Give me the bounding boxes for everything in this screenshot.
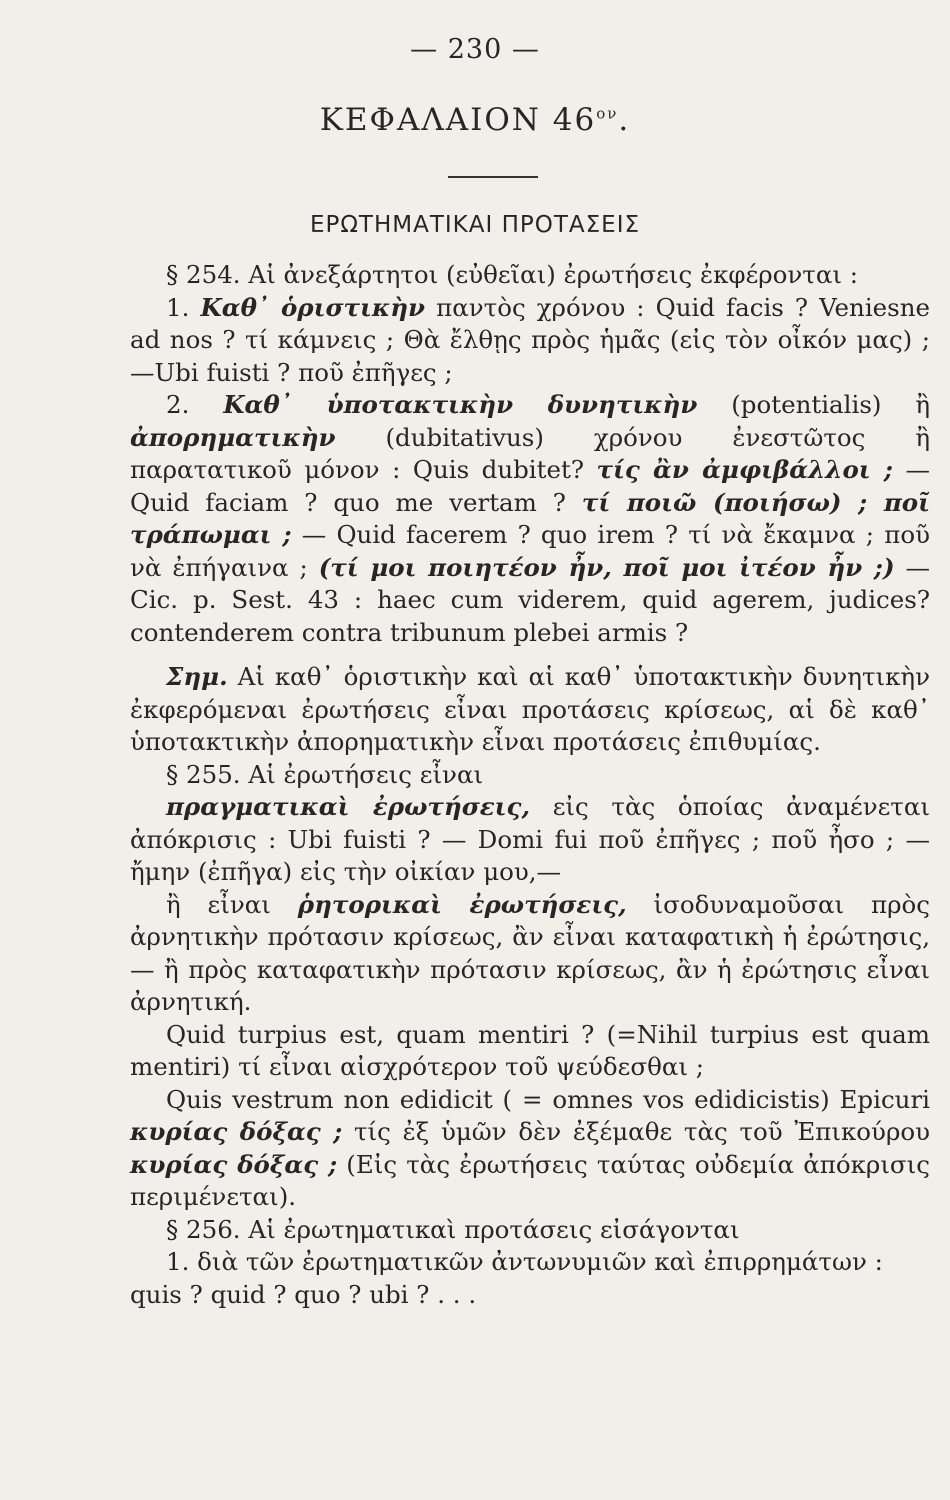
heading-divider [448, 176, 538, 178]
greek-example: τίς ἂν ἀμφιβάλλοι ; [596, 455, 893, 484]
term-real-questions: πραγματικαὶ ἐρωτήσεις, [166, 792, 530, 821]
term-dubitative: ἀπορηματικὴν [130, 422, 336, 452]
paragraph-255-rhetorical-questions [130, 889, 930, 1019]
note-text: Αἱ καθ᾽ ὁριστικὴν καὶ αἱ καθ᾽ ὑποτακτικὴν δυνητικὴν ἐκφερόμεναι ἐρωτήσεις εἶναι προτάσεις κρίσεως, αἱ δὲ καθ᾽ ὑποτακτικὴν ἀπορηματικὴν εἶναι προτάσεις ἐπιθυμίας. [130, 662, 930, 756]
page-number: — 230 — [410, 34, 540, 65]
paragraph-254-intro: § 254. Αἱ ἀνεξάρτητοι (εὐθεῖαι) ἐρωτήσεις ἐκφέρονται : [166, 260, 859, 289]
greek-example: (τί μοι ποιητέον ἦν, ποῖ μοι ἰτέον ἦν ;) [318, 552, 895, 582]
rhetorical-text: ἰσοδυναμοῦσαι πρὸς ἀρνητικὴν πρότασιν κρίσεως, ἂν εἶναι καταφατικὴ ἡ ἐρώτησις, — ἢ πρὸς καταφατικὴν πρότασιν κρίσεως, ἂν ἡ ἐρώτησις εἶναι ἀρνητική. [130, 889, 930, 1016]
term-subjunctive-potential: Καθ᾽ ὑποτακτικὴν δυνητικὴν [223, 390, 698, 419]
example-text: Quis vestrum non edidicit ( = omnes vos edidicistis) Epicuri [166, 1084, 930, 1114]
item-number: 2. [166, 390, 224, 419]
paragraph-256-intro: § 256. Αἱ ἐρωτηματικαὶ προτάσεις εἰσάγονται [166, 1214, 740, 1244]
greek-example: τί ποιῶ (ποιήσω) ; ποῖ τράπωμαι ; [130, 487, 930, 549]
item-2-text: — Quid faciam ? quo me vertam ? [130, 455, 930, 517]
paragraph-254-item-1 [130, 292, 930, 390]
greek-term: κυρίας δόξας ; [130, 1149, 338, 1179]
paragraph-256-item-1: 1. διὰ τῶν ἐρωτηματικῶν ἀντωνυμιῶν καὶ ἐπιρρημάτων : quis ? quid ? quo ? ubi ? . . . [130, 1247, 883, 1309]
item-2-text: — Cic. p. Sest. 43 : haec cum viderem, quid agerem, judices? contenderem contra tribunum plebei armis ? [130, 552, 930, 647]
rhetorical-text: ἢ εἶναι [166, 889, 298, 919]
note-label: Σημ. [166, 662, 228, 691]
example-text: (Εἰς τὰς ἐρωτήσεις ταύτας οὐδεμία ἀπόκρισις περιμένεται). [130, 1149, 930, 1211]
page-body [130, 259, 930, 1311]
term-indicative: Καθ᾽ ὁριστικὴν [200, 292, 426, 322]
paragraph-254-item-2 [130, 389, 930, 649]
example-quis-vestrum [130, 1084, 930, 1214]
term-rhetorical-questions: ῥητορικαὶ ἐρωτήσεις, [297, 889, 627, 919]
real-questions-text: εἰς τὰς ὁποίας ἀναμένεται ἀπόκρισις : Ubi fuisti ? — Domi fui ποῦ ἐπῆγες ; ποῦ ἦσο ; — ἤμην (ἐπῆγα) εἰς τὴν οἰκίαν μου,— [130, 792, 931, 886]
section-title: ΕΡΩΤΗΜΑΤΙΚΑΙ ΠΡΟΤΑΣΕΙΣ [309, 212, 641, 238]
note-paragraph [130, 661, 930, 759]
chapter-ordinal-suffix: ον [596, 104, 619, 123]
item-number: 1. [166, 292, 201, 322]
item-1-text: παντὸς χρόνου : Quid facis ? Veniesne ad nos ? τί κάμνεις ; Θὰ ἔλθῃς πρὸς ἡμᾶς (εἰς τὸν οἶκόν μας) ; —Ubi fuisti ? ποῦ ἐπῆγες ; [130, 292, 930, 387]
chapter-period: . [618, 102, 631, 138]
item-2-text: (dubitativus) χρόνου ἐνεστῶτος ἢ παρατατικοῦ μόνον : Quis dubitet? [130, 422, 930, 484]
item-2-text: (potentialis) ἢ [697, 390, 930, 419]
chapter-title: ΚΕΦΑΛΑΙΟΝ 46 [319, 102, 597, 138]
example-text: τίς ἐξ ὑμῶν δὲν ἐξέμαθε τὰς τοῦ Ἐπικούρου [342, 1117, 930, 1146]
paragraph-255-real-questions [130, 791, 930, 889]
example-quid-turpius: Quid turpius est, quam mentiri ? (=Nihil turpius est quam mentiri) τί εἶναι αἰσχρότερον τοῦ ψεύδεσθαι ; [130, 1019, 930, 1081]
greek-term: κυρίας δόξας ; [130, 1117, 343, 1146]
paragraph-255-intro: § 255. Αἱ ἐρωτήσεις εἶναι [166, 759, 484, 789]
item-2-text: — Quid facerem ? quo irem ? τί νὰ ἔκαμνα ; ποῦ νὰ ἐπήγαινα ; [130, 520, 930, 582]
chapter-heading [0, 102, 950, 138]
